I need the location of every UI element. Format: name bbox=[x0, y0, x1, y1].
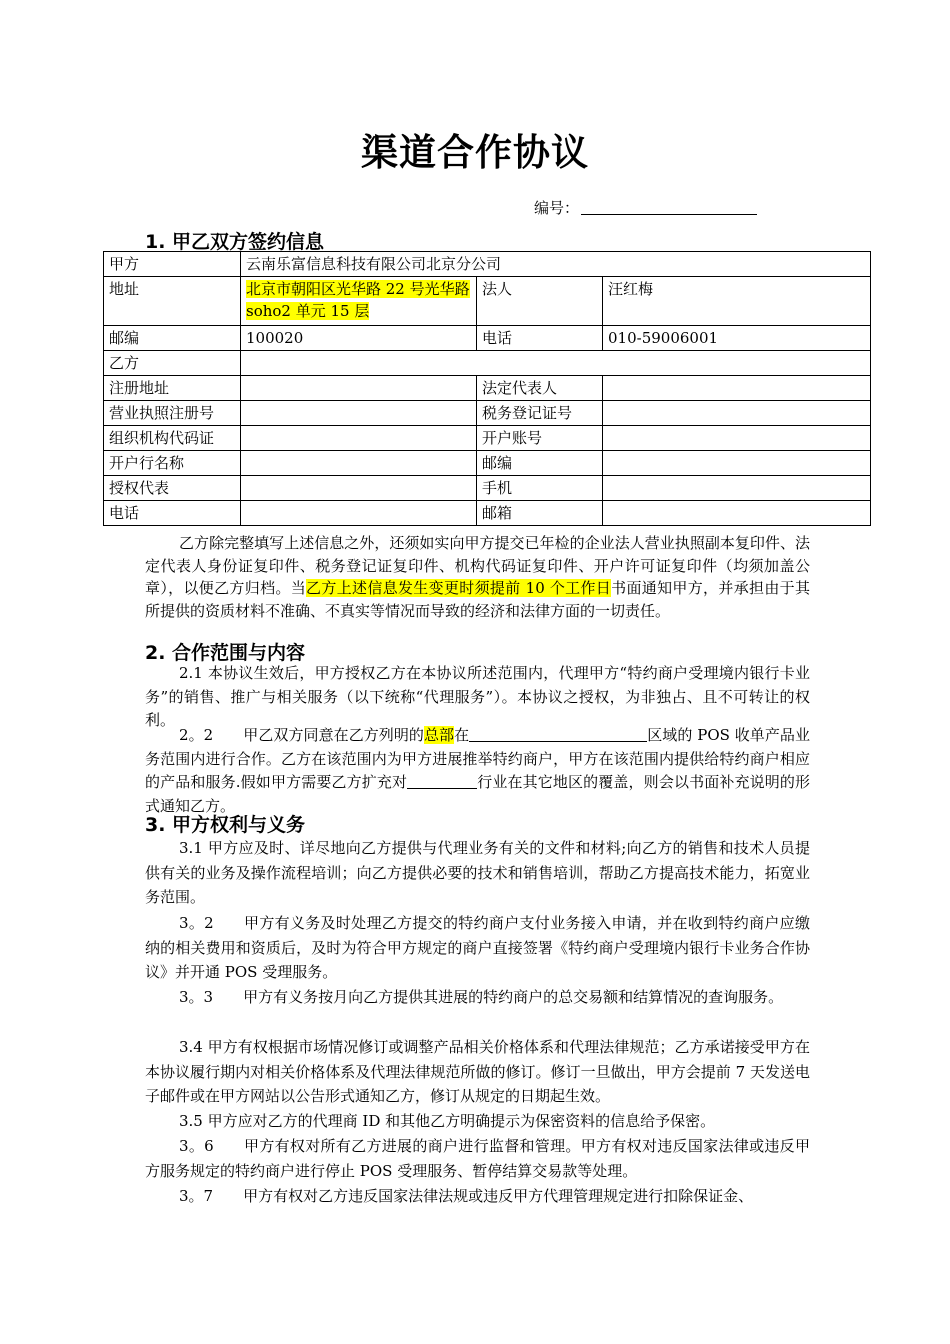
table-row bbox=[104, 326, 871, 351]
field-label: 注册地址 bbox=[104, 376, 241, 401]
table-row bbox=[104, 351, 871, 376]
legal-person-label: 法人 bbox=[477, 277, 603, 326]
field-value[interactable] bbox=[603, 501, 871, 526]
field-value[interactable] bbox=[603, 426, 871, 451]
signing-info-table bbox=[103, 251, 871, 526]
field-value[interactable] bbox=[603, 451, 871, 476]
hq-highlight: 总部 bbox=[424, 726, 455, 744]
party-a-label: 甲方 bbox=[104, 252, 241, 277]
section3-p5: 3.5 甲方应对乙方的代理商 ID 和其他乙方明确提示为保密资料的信息给予保密。 bbox=[179, 1112, 716, 1130]
section3-p3: 3。3 甲方有义务按月向乙方提供其进展的特约商户的总交易额和结算情况的查询服务。 bbox=[179, 988, 784, 1006]
section3-p1: 3.1 甲方应及时、详尽地向乙方提供与代理业务有关的文件和材料;向乙方的销售和技术人员提供有关的业务及操作流程培训；向乙方提供必要的技术和销售培训，帮助乙方提高技术能力，拓宽业务范围。 bbox=[145, 839, 810, 906]
section1-heading: 1. 甲乙双方签约信息 bbox=[145, 231, 325, 253]
field-value[interactable] bbox=[603, 376, 871, 401]
field-value[interactable] bbox=[603, 476, 871, 501]
section2-heading: 2. 合作范围与内容 bbox=[145, 642, 306, 664]
section3-heading: 3. 甲方权利与义务 bbox=[145, 814, 306, 836]
field-value[interactable] bbox=[241, 376, 477, 401]
page-title: 渠道合作协议 bbox=[361, 131, 589, 174]
field-label: 电话 bbox=[104, 501, 241, 526]
table-row bbox=[104, 451, 871, 476]
party-b-value[interactable] bbox=[241, 351, 871, 376]
party-a-value: 云南乐富信息科技有限公司北京分公司 bbox=[241, 252, 871, 277]
table-row bbox=[104, 376, 871, 401]
section3-p4: 3.4 甲方有权根据市场情况修订或调整产品相关价格体系和代理法律规范；乙方承诺接受甲方在本协议履行期内对相关价格体系及代理法律规范所做的修订。修订一旦做出，甲方会提前 7 天发送电子邮件或在甲方网站以公告形式通知乙方，修订从规定的日期起生效。 bbox=[145, 1038, 810, 1105]
table-row bbox=[104, 476, 871, 501]
zip-label: 邮编 bbox=[104, 326, 241, 351]
field-value[interactable] bbox=[241, 401, 477, 426]
field-label: 手机 bbox=[477, 476, 603, 501]
doc-number-blank bbox=[581, 200, 757, 215]
field-label: 组织机构代码证 bbox=[104, 426, 241, 451]
field-value[interactable] bbox=[241, 451, 477, 476]
phone-label: 电话 bbox=[477, 326, 603, 351]
field-label: 授权代表 bbox=[104, 476, 241, 501]
section2-p1: 2.1 本协议生效后，甲方授权乙方在本协议所述范围内，代理甲方“特约商户受理境内银行卡业务”的销售、推广与相关服务（以下统称“代理服务”）。本协议之授权，为非独占、且不可转让的权利。 bbox=[145, 664, 810, 729]
doc-number-label: 编号： bbox=[534, 199, 580, 217]
industry-blank[interactable] bbox=[407, 774, 477, 789]
field-value[interactable] bbox=[241, 501, 477, 526]
legal-person-value: 汪红梅 bbox=[603, 277, 871, 326]
table-row bbox=[104, 277, 871, 326]
doc-number bbox=[534, 197, 757, 218]
field-label: 邮箱 bbox=[477, 501, 603, 526]
party-b-label: 乙方 bbox=[104, 351, 241, 376]
field-value[interactable] bbox=[241, 476, 477, 501]
field-label: 开户行名称 bbox=[104, 451, 241, 476]
field-label: 营业执照注册号 bbox=[104, 401, 241, 426]
field-label: 邮编 bbox=[477, 451, 603, 476]
table-row bbox=[104, 252, 871, 277]
field-label: 开户账号 bbox=[477, 426, 603, 451]
field-value[interactable] bbox=[603, 401, 871, 426]
section3-p6: 3。6 甲方有权对所有乙方进展的商户进行监督和管理。甲方有权对违反国家法律或违反甲方服务规定的特约商户进行停止 POS 受理服务、暂停结算交易款等处理。 bbox=[145, 1137, 810, 1180]
phone-value: 010-59006001 bbox=[603, 326, 871, 351]
section1-note: 乙方除完整填写上述信息之外，还须如实向甲方提交已年检的企业法人营业执照副本复印件、法定代表人身份证复印件、税务登记证复印件、机构代码证复印件、开户许可证复印件（均须加盖公章），以便乙方归档。当乙方上述信息发生变更时须提前 10 个工作日书面通知甲方，并承担由于其所提供的资质材料不准确、不真实等情况而导致的经济和法律方面的一切责任。 bbox=[145, 534, 810, 620]
address-label: 地址 bbox=[104, 277, 241, 326]
address-value: 北京市朝阳区光华路 22 号光华路 soho2 单元 15 层 bbox=[246, 280, 470, 320]
section3-p7: 3。7 甲方有权对乙方违反国家法律法规或违反甲方代理管理规定进行扣除保证金、 bbox=[179, 1187, 754, 1205]
table-row bbox=[104, 401, 871, 426]
address-cell bbox=[241, 277, 477, 326]
field-value[interactable] bbox=[241, 426, 477, 451]
zip-value: 100020 bbox=[241, 326, 477, 351]
field-label: 税务登记证号 bbox=[477, 401, 603, 426]
table-row bbox=[104, 501, 871, 526]
table-row bbox=[104, 426, 871, 451]
field-label: 法定代表人 bbox=[477, 376, 603, 401]
section2-p2: 2。2 甲乙双方同意在乙方列明的总部在 区域的 POS 收单产品业务范围内进行合作。乙方在该范围内为甲方进展推举特约商户，甲方在该范围内提供给特约商户相应的产品和服务.假如甲方需要乙方扩充对 行业在其它地区的覆盖，则会以书面补充说明的形式通知乙方。 bbox=[145, 726, 810, 815]
region-blank[interactable] bbox=[469, 727, 647, 742]
section3-p2: 3。2 甲方有义务及时处理乙方提交的特约商户支付业务接入申请，并在收到特约商户应缴纳的相关费用和资质后，及时为符合甲方规定的商户直接签署《特约商户受理境内银行卡业务合作协议》并开通 POS 受理服务。 bbox=[145, 914, 810, 981]
note-highlight: 乙方上述信息发生变更时须提前 10 个工作日 bbox=[306, 579, 612, 597]
